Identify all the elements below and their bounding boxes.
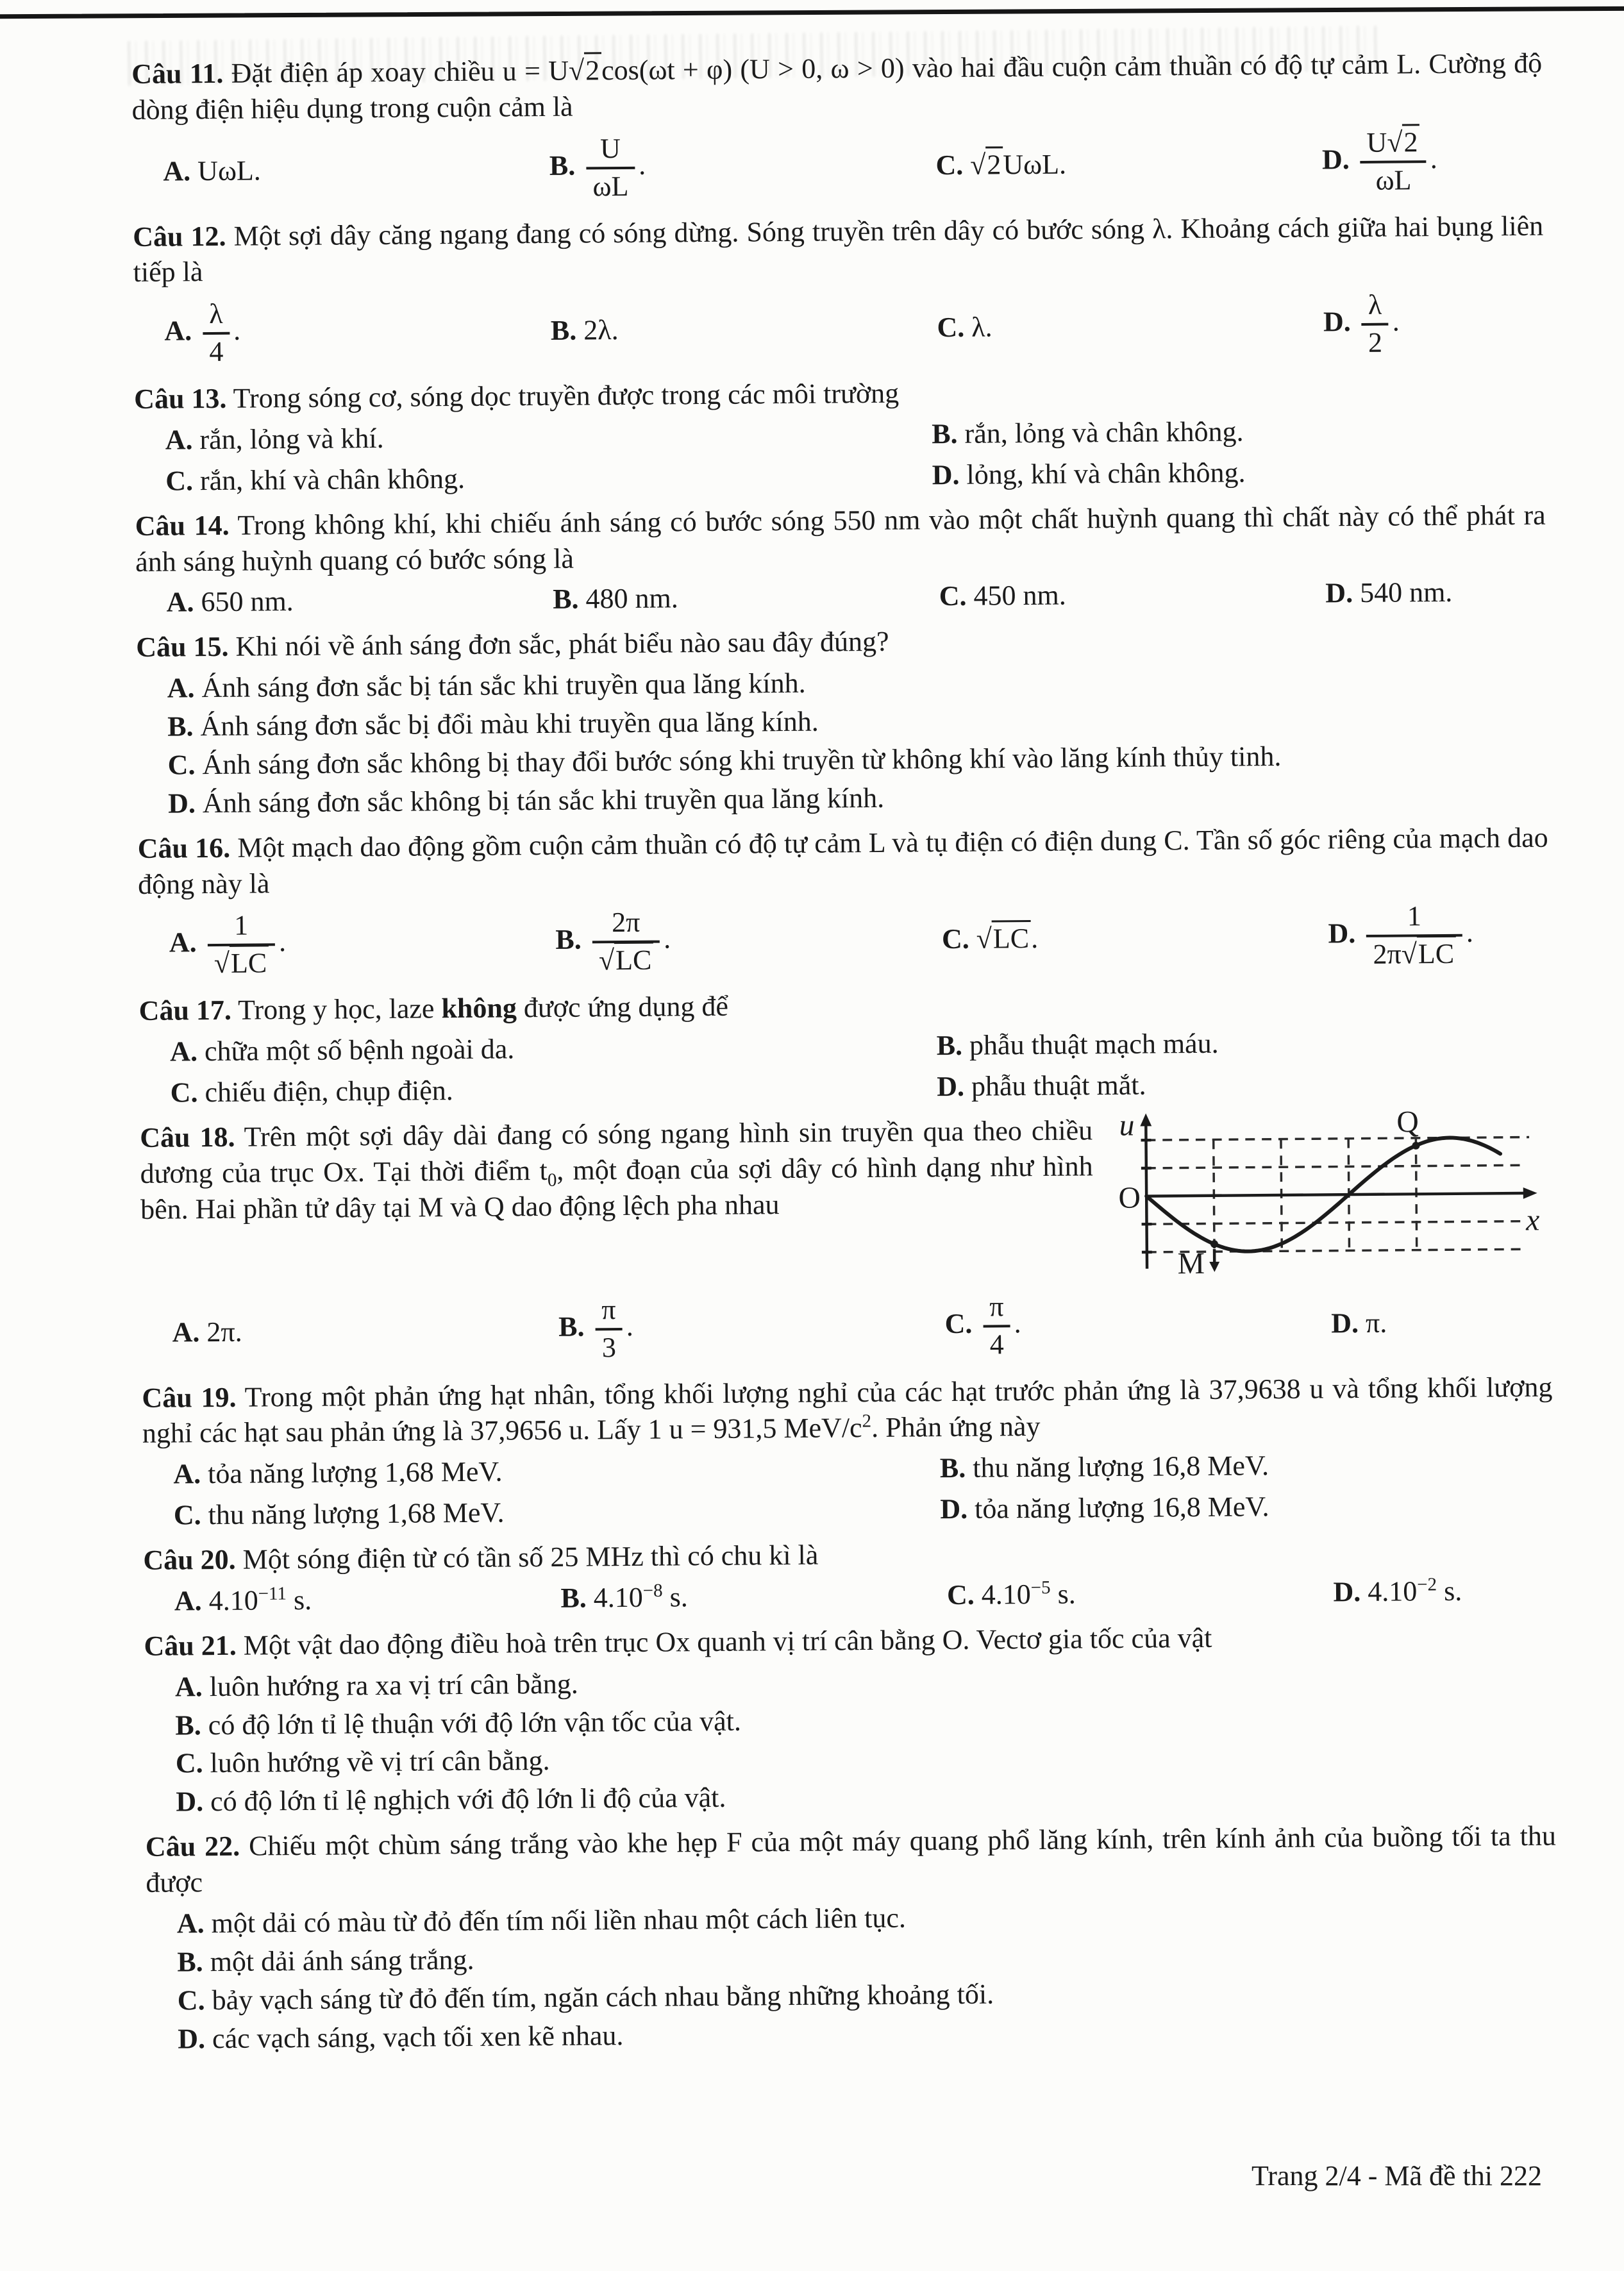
option-B: [558, 1288, 945, 1368]
option-D: [178, 2010, 1557, 2057]
option-text: luôn hướng ra xa vị trí cân bằng.: [209, 1668, 578, 1702]
options: [134, 412, 1545, 499]
option-text: một dải có màu từ đỏ đến tím nối liền nhau một cách liên tục.: [211, 1902, 907, 1939]
option-C: [947, 1574, 1334, 1613]
question-number: Câu 14.: [135, 509, 230, 542]
option-letter: D.: [1333, 1575, 1361, 1608]
option-letter: C.: [939, 580, 967, 612]
option-A: [169, 904, 555, 984]
option-letter: B.: [549, 149, 576, 181]
option-B: [549, 127, 935, 206]
option-letter: C.: [177, 1984, 205, 2016]
option-D: [940, 1487, 1553, 1527]
option-letter: B.: [555, 923, 582, 956]
option-letter: D.: [176, 1786, 204, 1818]
question-21: [144, 1617, 1555, 1820]
option-letter: A.: [174, 1585, 202, 1617]
option-C: [935, 144, 1322, 183]
question-number: Câu 11.: [131, 57, 224, 90]
options: [138, 896, 1549, 984]
question-stem: Trong một phản ứng hạt nhân, tổng khối lượng nghỉ của các hạt trước phản ứng là 37,9638 u và tổng khối lượng nghỉ các hạt sau phản ứng là 37,9656 u. Lấy 1 u = 931,5 MeV/$c^2$. Phản ứng này: [142, 1371, 1553, 1450]
option-letter: C.: [935, 149, 964, 181]
option-text: $\frac{\pi}{3}$ .: [591, 1311, 633, 1343]
question-18: [140, 1105, 1552, 1371]
option-letter: B.: [558, 1311, 585, 1343]
question-11: [131, 46, 1543, 210]
option-text: $4.10^{-5}$ s.: [981, 1577, 1076, 1611]
option-text: 650 nm.: [201, 585, 294, 618]
options: [132, 122, 1543, 210]
question-number: Câu 13.: [134, 382, 227, 415]
option-A: [173, 1450, 940, 1492]
option-A: [170, 1028, 937, 1069]
options: [141, 1283, 1552, 1371]
question-number: Câu 19.: [142, 1381, 237, 1414]
question-stem: Một sợi dây căng ngang đang có sóng dừng. Sóng truyền trên dây có bước sóng λ. Khoảng cách giữa hai bụng liên tiếp là: [133, 210, 1544, 289]
option-text: $\frac{U}{\omega L}$ .: [582, 149, 646, 181]
question-15: [136, 619, 1548, 822]
question-17: [138, 982, 1550, 1111]
x-axis-label: x: [1525, 1203, 1540, 1237]
question-stem: Một vật dao động điều hoà trên trục Ox quanh vị trí cân bằng O. Vectơ gia tốc của vật: [243, 1622, 1212, 1661]
question-stem: Trong sóng cơ, sóng dọc truyền được trong các môi trường: [233, 377, 900, 414]
question-number: Câu 18.: [140, 1121, 235, 1153]
point-m-label: M: [1177, 1246, 1205, 1280]
question-number: Câu 12.: [133, 220, 226, 253]
option-D: [168, 775, 1548, 821]
wave-figure: [1109, 1103, 1559, 1280]
option-D: [176, 1773, 1555, 1820]
question-stem: Chiếu một chùm sáng trắng vào khe hẹp F của một máy quang phổ lăng kính, trên kính ảnh của buồng tối ta thu được: [146, 1820, 1557, 1898]
option-letter: D.: [932, 458, 960, 490]
option-letter: D.: [940, 1493, 968, 1525]
option-C: [944, 1285, 1331, 1364]
question-14: [135, 497, 1546, 621]
option-text: rắn, khí và chân không.: [199, 462, 465, 496]
option-letter: D.: [937, 1070, 965, 1103]
option-letter: B.: [932, 417, 958, 450]
options: [144, 1573, 1554, 1620]
options: [139, 1023, 1550, 1111]
option-text: chữa một số bệnh ngoài da.: [204, 1033, 515, 1068]
option-letter: D.: [167, 787, 196, 819]
option-text: Ánh sáng đơn sắc bị tán sắc khi truyền qua lăng kính.: [201, 667, 806, 704]
option-letter: A.: [173, 1458, 201, 1490]
option-text: $4.10^{-8}$ s.: [593, 1580, 688, 1614]
option-text: thu năng lượng 1,68 MeV.: [208, 1496, 505, 1531]
option-text: luôn hướng về vị trí cân bằng.: [210, 1745, 550, 1779]
figure-axes: [1140, 1110, 1537, 1269]
option-D: [1325, 574, 1546, 612]
option-letter: B.: [167, 710, 194, 742]
question-stem: Một mạch dao động gồm cuộn cảm thuần có độ tự cảm L và tụ điện có điện dung C. Tần số góc riêng của mạch dao động này là: [137, 821, 1548, 900]
option-text: lỏng, khí và chân không.: [966, 457, 1246, 490]
option-C: [939, 576, 1326, 615]
option-D: [1333, 1573, 1554, 1611]
option-C: [937, 307, 1323, 346]
options: [144, 1658, 1556, 1820]
option-text: rắn, lỏng và chân không.: [964, 415, 1244, 449]
question-19: [142, 1369, 1553, 1534]
question-stem: Trong y học, laze không được ứng dụng để: [237, 990, 729, 1026]
option-letter: D.: [178, 2022, 206, 2055]
option-letter: C.: [944, 1307, 973, 1339]
question-stem: Đặt điện áp xoay chiều u = U√2cos(ωt + φ) (U > 0, ω > 0) vào hai đầu cuộn cảm thuần có độ tự cảm L. Cường độ dòng điện hiệu dụng trong cuộn cảm là: [131, 47, 1543, 126]
option-text: phẫu thuật mắt.: [971, 1069, 1146, 1102]
option-letter: D.: [1328, 918, 1356, 950]
question-number: Câu 15.: [136, 631, 229, 664]
option-letter: C.: [170, 1077, 198, 1109]
option-D: [1323, 285, 1544, 363]
option-text: một dải ánh sáng trắng.: [210, 1943, 474, 1977]
question-16: [137, 819, 1549, 984]
option-letter: A.: [169, 926, 197, 959]
option-text: Ánh sáng đơn sắc bị đổi màu khi truyền qua lăng kính.: [200, 705, 819, 742]
option-B: [553, 579, 939, 618]
option-letter: A.: [163, 155, 191, 187]
question-number: Câu 20.: [143, 1543, 236, 1576]
point-q-label: Q: [1396, 1105, 1419, 1139]
option-text: 450 nm.: [973, 579, 1066, 612]
option-text: Ánh sáng đơn sắc không bị tán sắc khi truyền qua lăng kính.: [202, 782, 885, 819]
page-footer: Trang 2/4 - Mã đề thi 222: [1251, 2160, 1542, 2191]
option-text: λ.: [971, 311, 992, 343]
option-letter: B.: [939, 1452, 966, 1484]
question-stem: Trong không khí, khi chiếu ánh sáng có bước sóng 550 nm vào một chất huỳnh quang thì chất này có thể phát ra ánh sáng huỳnh quang có bước sóng là: [135, 499, 1546, 578]
option-text: tỏa năng lượng 1,68 MeV.: [207, 1455, 503, 1490]
question-list: [131, 46, 1558, 2066]
option-text: thu năng lượng 16,8 MeV.: [973, 1450, 1269, 1484]
option-text: $\frac{1}{√LC}$ .: [203, 926, 286, 958]
option-text: tỏa năng lượng 16,8 MeV.: [974, 1491, 1269, 1525]
question-stem: Khi nói về ánh sáng đơn sắc, phát biểu nào sau đây đúng?: [235, 625, 889, 663]
option-letter: B.: [177, 1945, 203, 1978]
option-letter: D.: [1323, 306, 1351, 338]
options: [142, 1446, 1553, 1534]
option-letter: B.: [175, 1709, 201, 1741]
option-A: [163, 151, 549, 190]
option-letter: A.: [172, 1316, 200, 1348]
option-B: [932, 412, 1545, 452]
option-text: π.: [1365, 1307, 1387, 1339]
option-text: 540 nm.: [1359, 576, 1453, 609]
option-text: $4.10^{-2}$ s.: [1368, 1574, 1462, 1607]
option-B: [560, 1577, 947, 1616]
option-text: $\frac{\lambda}{2}$ .: [1358, 306, 1400, 338]
option-letter: A.: [167, 672, 195, 704]
option-A: [165, 416, 932, 458]
option-D: [1331, 1303, 1552, 1341]
option-letter: B.: [550, 314, 577, 347]
option-text: 480 nm.: [585, 582, 678, 615]
option-D: [937, 1064, 1550, 1105]
option-text: UωL.: [197, 155, 261, 187]
option-text: $4.10^{-11}$ s.: [208, 1583, 312, 1617]
option-A: [164, 292, 551, 372]
option-text: $\frac{\pi}{4}$ .: [979, 1307, 1021, 1339]
u-axis-label: u: [1119, 1109, 1135, 1143]
option-text: có độ lớn tỉ lệ nghịch với độ lớn li độ của vật.: [210, 1782, 726, 1818]
option-text: có độ lớn tỉ lệ thuận với độ lớn vận tốc của vật.: [208, 1705, 742, 1741]
question-20: [143, 1532, 1554, 1620]
options: [135, 574, 1546, 621]
option-letter: D.: [1325, 577, 1353, 609]
option-text: 2π.: [206, 1316, 242, 1348]
option-B: [936, 1023, 1550, 1064]
option-A: [166, 582, 553, 621]
question-number: Câu 22.: [145, 1830, 240, 1863]
option-C: [170, 1069, 937, 1110]
question-number: Câu 17.: [138, 994, 232, 1027]
option-letter: B.: [560, 1582, 587, 1614]
option-text: bảy vạch sáng từ đỏ đến tím, ngăn cách nhau bằng những khoảng tối.: [212, 1978, 994, 2016]
option-letter: C.: [173, 1499, 201, 1531]
option-A: [172, 1312, 558, 1351]
option-text: Ánh sáng đơn sắc không bị thay đổi bước sóng khi truyền từ không khí vào lăng kính thủy tinh.: [202, 740, 1282, 781]
option-letter: C.: [167, 749, 196, 781]
option-letter: D.: [1331, 1307, 1359, 1339]
question-13: [134, 371, 1545, 499]
option-D: [1322, 122, 1543, 200]
question-12: [133, 208, 1544, 373]
option-D: [1328, 896, 1549, 975]
option-letter: C.: [946, 1579, 975, 1611]
option-C: [942, 919, 1328, 958]
option-letter: C.: [937, 311, 965, 344]
option-B: [940, 1446, 1553, 1486]
option-B: [551, 310, 937, 349]
option-letter: B.: [553, 583, 579, 616]
question-number: Câu 16.: [137, 832, 231, 864]
option-D: [932, 452, 1545, 492]
options: [137, 660, 1548, 822]
question-number: Câu 21.: [144, 1629, 237, 1662]
option-text: các vạch sáng, vạch tối xen kẽ nhau.: [212, 2019, 624, 2054]
scan-artifact-line: [0, 6, 1624, 19]
question-stem: Một sóng điện từ có tần số 25 MHz thì có chu kì là: [242, 1539, 819, 1575]
option-letter: D.: [1321, 143, 1350, 176]
option-text: $\frac{U√2}{\omega L}$ .: [1357, 143, 1437, 175]
option-letter: C.: [165, 465, 194, 497]
option-letter: A.: [176, 1907, 205, 1940]
option-letter: A.: [164, 315, 192, 347]
option-text: phẫu thuật mạch máu.: [969, 1027, 1219, 1061]
option-letter: C.: [941, 923, 969, 955]
option-text: $\frac{\lambda}{4}$ .: [199, 315, 240, 347]
option-text: chiếu điện, chụp điện.: [205, 1074, 453, 1109]
option-text: √LC.: [976, 920, 1039, 955]
option-B: [555, 901, 942, 980]
options: [146, 1895, 1558, 2057]
origin-label: O: [1118, 1181, 1141, 1215]
option-letter: B.: [936, 1029, 963, 1062]
option-letter: A.: [166, 586, 194, 618]
option-C: [174, 1491, 941, 1533]
option-text: √2UωL.: [970, 146, 1066, 180]
option-letter: C.: [175, 1747, 203, 1779]
option-C: [165, 457, 932, 499]
question-22: [146, 1818, 1558, 2057]
question-stem: Trên một sợi dây dài đang có sóng ngang hình sin truyền qua theo chiều dương của trục Ox. Tại thời điểm $t_0$, một đoạn của sợi dây có hình dạng như hình bên. Hai phần tử dây tại M và Q dao động lệch pha nhau: [140, 1114, 1093, 1225]
option-text: $\frac{2\pi}{√LC}$ .: [589, 923, 671, 955]
point-q-marker: [1412, 1142, 1419, 1150]
option-text: $\frac{1}{2\pi√LC}$ .: [1362, 917, 1473, 949]
option-letter: A.: [169, 1035, 198, 1068]
option-letter: A.: [165, 424, 193, 456]
option-A: [174, 1580, 561, 1620]
option-letter: A.: [174, 1670, 203, 1703]
option-text: rắn, lỏng và khí.: [199, 422, 384, 456]
options: [133, 285, 1544, 373]
option-text: 2λ.: [583, 314, 619, 346]
